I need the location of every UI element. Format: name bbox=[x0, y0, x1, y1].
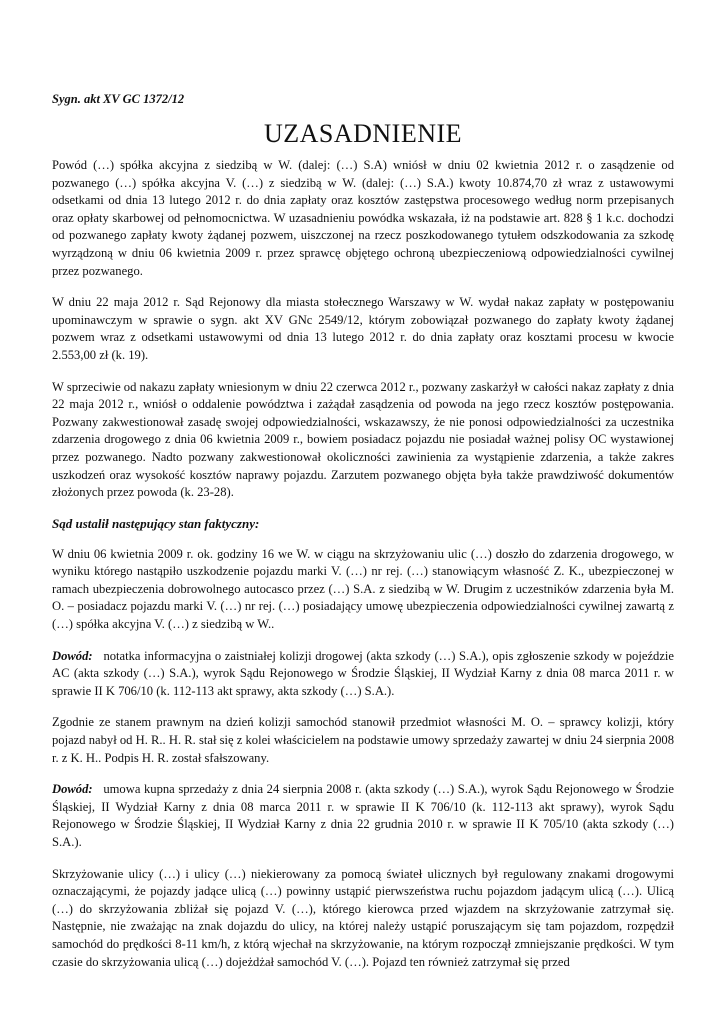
evidence-paragraph-2 bbox=[52, 781, 674, 851]
paragraph-intersection: Skrzyżowanie ulicy (…) i ulicy (…) niekierowany za pomocą świateł ulicznych był regulowany znakami drogowymi oznaczającymi, że pojazdy jadące ulicą (…) powinny ustąpić pierwszeństwa ruchu pojazdom jadącym ulicą (…). Ulicą (…) do skrzyżowania zbliżał się pojazd V. (…), którego kierowca przed wjazdem na skrzyżowanie zatrzymał się. Następnie, nie zważając na znak dojazdu do ulicy, na której należy ustąpić poruszającym się tam pojazdom, rozpędził samochód do prędkości 8-11 km/h, z którą wjechał na skrzyżowanie, na którym rozpoczął zmniejszanie prędkości. W tym czasie do skrzyżowania ulicą (…) dojeżdżał samochód V. (…). Pojazd ten również zatrzymał się przed bbox=[52, 866, 674, 969]
evidence-text-2: umowa kupna sprzedaży z dnia 24 sierpnia 2008 r. (akta szkody (…) S.A.), wyrok Sądu Rejonowego w Środzie Śląskiej, II Wydział Karny z dnia 08 marca 2011 r. w sprawie II K 706/10 (k. 112-113 akt sprawy), wyrok Sądu Rejonowego w Środzie Śląskiej, II Wydział Karny z dnia 22 grudnia 2010 r. w sprawie II K 705/10 (akta szkody (…) S.A.). bbox=[52, 782, 674, 849]
evidence-label: Dowód: bbox=[52, 782, 93, 797]
document-page bbox=[52, 92, 674, 971]
case-signature: Sygn. akt XV GC 1372/12 bbox=[52, 92, 185, 106]
paragraph-incident: W dniu 06 kwietnia 2009 r. ok. godziny 16 we W. w ciągu na skrzyżowaniu ulic (…) doszło do zdarzenia drogowego, w wyniku którego nastąpiło uszkodzenie pojazdu marki V. (…) nr rej. (…) stanowiącym własność Z. K., ubezpieczonej w ramach ubezpieczenia dobrowolnego autocasco przez (…) S.A. z siedzibą w W. Drugim z uczestników zdarzenia była M. O. – posiadacz pojazdu marki V. (…) nr rej. (…) posiadający umowę ubezpieczenia odpowiedzialności cywilnej zawartą z (…) spółka akcyjna V. (…) z siedzibą w W.. bbox=[52, 546, 674, 632]
section-heading-facts: Sąd ustalił następujący stan faktyczny: bbox=[52, 515, 260, 531]
evidence-label: Dowód: bbox=[52, 648, 93, 663]
evidence-text-1: notatka informacyjna o zaistniałej kolizji drogowej (akta szkody (…) S.A.), opis zgłoszenie szkody w pojeździe AC (akta szkody (…) S.A.), wyrok Sądu Rejonowego w Środzie Śląskiej, II Wydział Karny z dnia 08 marca 2011 r. w sprawie II K 706/10 (k. 112-113 akt sprawy, akta szkody (…) S.A.). bbox=[52, 648, 675, 698]
paragraph-payment-order: W dniu 22 maja 2012 r. Sąd Rejonowy dla miasta stołecznego Warszawy w W. wydał nakaz zapłaty w postępowaniu upominawczym w sprawie o sygn. akt XV GNc 2549/12, którym zobowiązał pozwanego do zapłaty kwoty żądanej pozwem wraz z odsetkami ustawowymi od dnia 13 lutego 2012 r. do dnia zapłaty oraz kosztami procesu w kwocie 2.553,00 zł (k. 19). bbox=[52, 295, 674, 362]
document-title: UZASADNIENIE bbox=[263, 119, 463, 148]
paragraph-objection: W sprzeciwie od nakazu zapłaty wniesionym w dniu 22 czerwca 2012 r., pozwany zaskarżył w całości nakaz zapłaty z dnia 22 maja 2012 r., wniósł o oddalenie powództwa i zażądał zasądzenia od powoda na jego rzecz kosztów postępowania. Pozwany zakwestionował zasadę swojej odpowiedzialności, wskazawszy, że nie ponosi odpowiedzialności za uczestnika zdarzenia drogowego z dnia 06 kwietnia 2009 r., bowiem posiadacz pojazdu nie posiadał ważnej polisy OC wystawionej przez pozwanego. Nadto pozwany zakwestionował okoliczności zawinienia za wystąpienie zdarzenia, a także zakres uszkodzeń oraz wysokość kosztów naprawy pojazdu. Zarzutem pozwanego objęta była także prawdziwość dokumentów złożonych przez powoda (k. 23-28). bbox=[52, 379, 674, 500]
evidence-paragraph-1 bbox=[52, 648, 674, 701]
paragraph-claim: Powód (…) spółka akcyjna z siedzibą w W. (dalej: (…) S.A) wniósł w dniu 02 kwietnia 2012 r. o zasądzenie od pozwanego (…) spółka akcyjna V. (…) z siedzibą w W. (dalej: (…) S.A.) kwoty 10.874,70 zł wraz z ustawowymi odsetkami od dnia 13 lutego 2012 r. do dnia zapłaty oraz kosztów zastępstwa procesowego według norm przepisanych oraz opłaty skarbowej od pełnomocnictwa. W uzasadnieniu powódka wskazała, iż na podstawie art. 828 § 1 k.c. dochodzi od pozwanego zapłaty kwoty żądanej pozwem, uiszczonej na rzecz poszkodowanego tytułem odszkodowania za szkodę wyrządzoną w dniu 06 kwietnia 2009 r. przez sprawcę objętego ochroną ubezpieczeniową odpowiedzialności cywilnej przez pozwanego. bbox=[52, 158, 674, 278]
paragraph-ownership: Zgodnie ze stanem prawnym na dzień kolizji samochód stanowił przedmiot własności M. O. – sprawcy kolizji, który pojazd nabył od H. R.. H. R. stał się z kolei właścicielem na podstawie umowy sprzedaży zawartej w dniu 24 sierpnia 2008 r. z K. H.. Podpis H. R. został sfałszowany. bbox=[52, 715, 674, 765]
